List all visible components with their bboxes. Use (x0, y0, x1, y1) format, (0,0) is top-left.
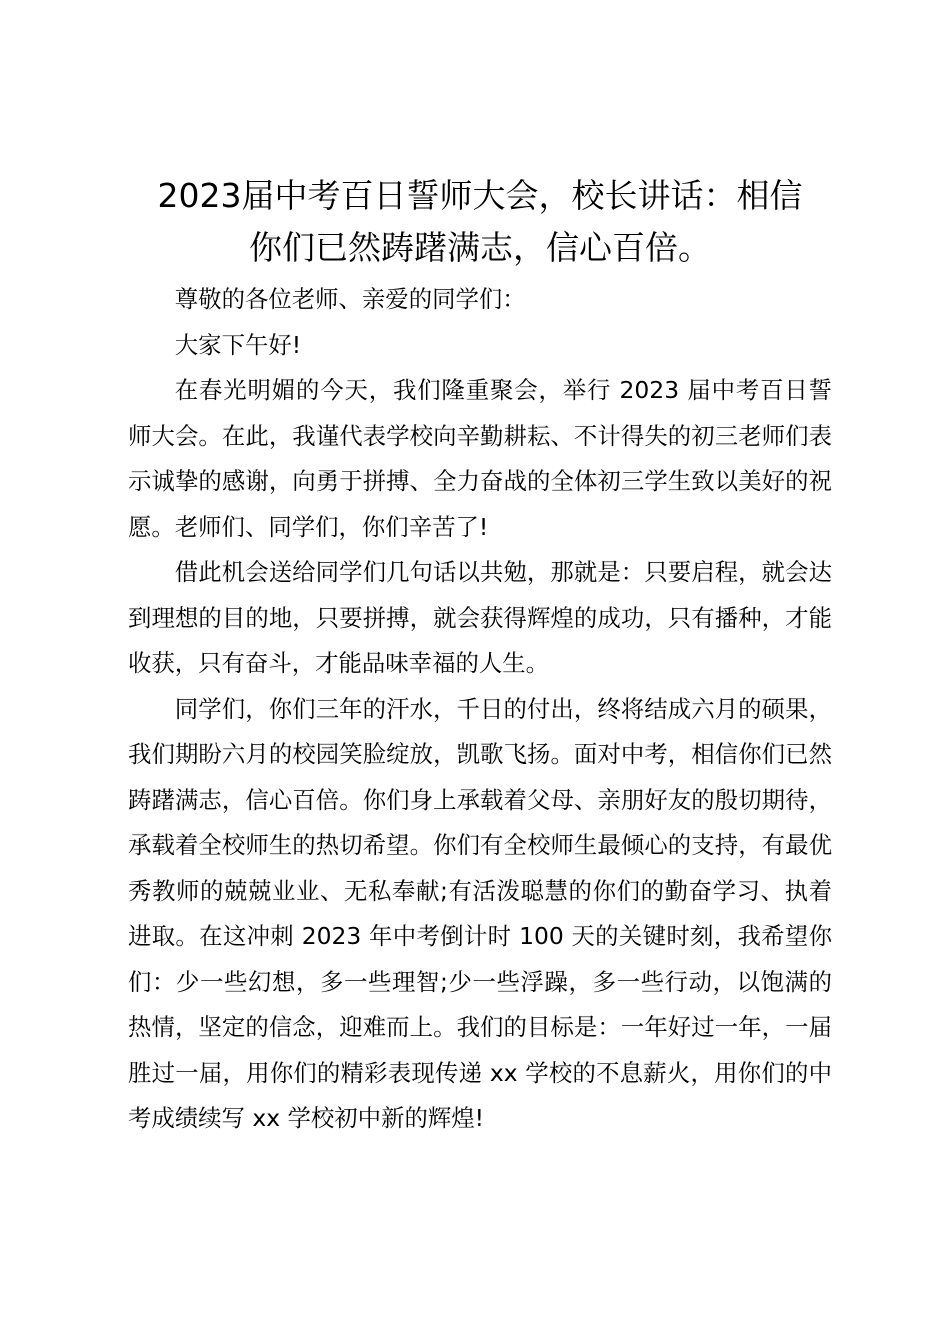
document-body (128, 277, 832, 1142)
title-line-1: 2023届中考百日誓师大会，校长讲话：相信 (157, 176, 803, 215)
title-line-2: 你们已然踌躇满志，信心百倍。 (249, 228, 711, 267)
paragraph-expectations: 同学们，你们三年的汗水，千日的付出，终将结成六月的硕果，我们期盼六月的校园笑脸绽放，凯歌飞扬。面对中考，相信你们已然踌躇满志，信心百倍。你们身上承载着父母、亲朋好友的殷切期待，承载着全校师生的热切希望。你们有全校师生最倾心的支持，有最优秀教师的兢兢业业、无私奉献;有活泼聪慧的你们的勤奋学习、执着进取。在这冲刺 2023 年中考倒计时 100 天的关键时刻，我希望你们：少一些幻想，多一些理智;少一些浮躁，多一些行动，以饱满的热情，坚定的信念，迎难而上。我们的目标是：一年好过一年，一届胜过一届，用你们的精彩表现传递 xx 学校的不息薪火，用你们的中考成绩续写 xx 学校初中新的辉煌! (128, 694, 832, 1132)
paragraph-encouragement: 借此机会送给同学们几句话以共勉，那就是：只要启程，就会达到理想的目的地，只要拼搏，就会获得辉煌的成功，只有播种，才能收获，只有奋斗，才能品味幸福的人生。 (128, 558, 832, 677)
document-title (128, 170, 832, 274)
salutation: 尊敬的各位老师、亲爱的同学们： (174, 285, 526, 313)
greeting: 大家下午好! (174, 330, 302, 359)
paragraph-opening: 在春光明媚的今天，我们隆重聚会，举行 2023 届中考百日誓师大会。在此，我谨代表学校向辛勤耕耘、不计得失的初三老师们表示诚挚的感谢，向勇于拼搏、全力奋战的全体初三学生致以美好的祝愿。老师们、同学们，你们辛苦了! (128, 376, 832, 541)
